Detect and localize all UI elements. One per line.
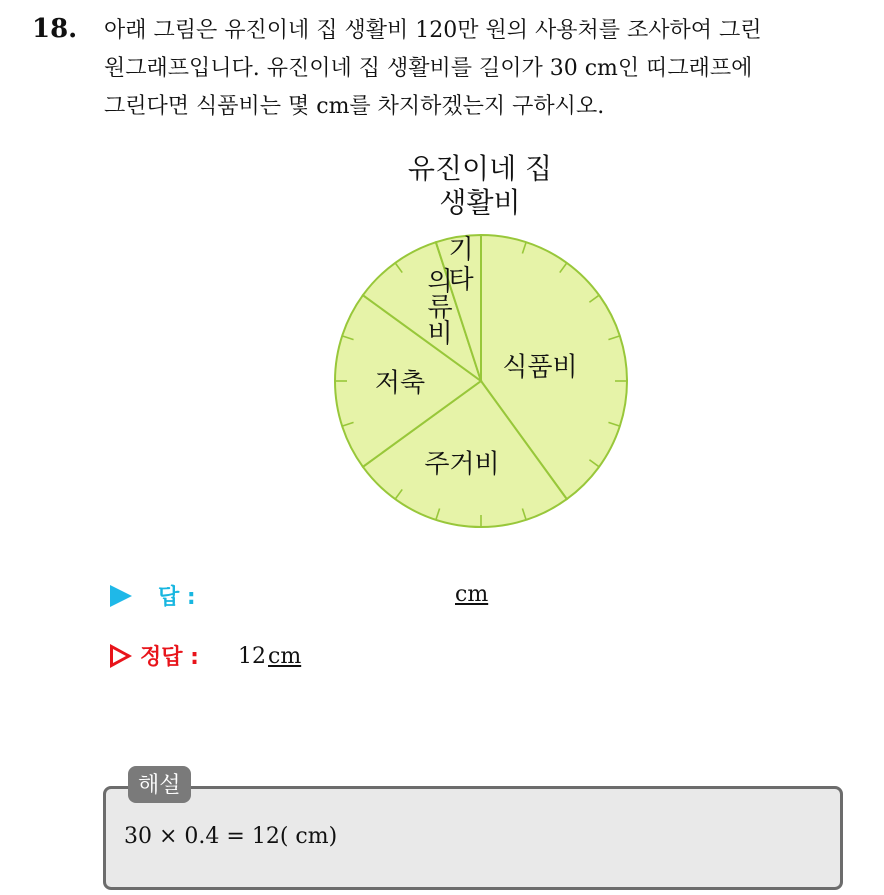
answer-unit: cm — [455, 582, 489, 607]
answer-row — [110, 580, 196, 611]
question-line-3: 그린다면 식품비는 몇 cm를 차지하겠는지 구하시오. — [104, 94, 605, 119]
chart-title-line-1: 유진이네 집 — [407, 152, 553, 185]
correct-answer-row — [110, 640, 199, 671]
question-line-1: 아래 그림은 유진이네 집 생활비 120만 원의 사용처를 조사하여 그린 — [104, 18, 762, 43]
question-line-2: 원그래프입니다. 유진이네 집 생활비를 길이가 30 cm인 띠그래프에 — [104, 56, 753, 81]
question-number: 18. — [32, 14, 78, 44]
chart-title-line-2: 생활비 — [439, 186, 521, 219]
pie-slice-label-3: 저축 — [374, 368, 426, 399]
correct-triangle-icon — [110, 644, 132, 668]
pie-slice-label-2: 주거비 — [424, 449, 500, 480]
pie-slice-label-5: 기 타 — [448, 235, 474, 295]
correct-unit: cm — [268, 644, 302, 669]
pie-slice-label-4: 의 류 비 — [427, 267, 453, 349]
answer-triangle-icon — [110, 585, 132, 607]
pie-slice-label-1: 식품비 — [502, 352, 578, 383]
explanation-text: 30 × 0.4 = 12( cm) — [124, 824, 338, 849]
correct-value — [238, 644, 301, 669]
explanation-tag: 해설 — [128, 766, 191, 803]
answer-label: 답 : — [158, 585, 196, 610]
correct-label: 정답 : — [140, 645, 199, 670]
correct-number: 12 — [238, 644, 266, 669]
